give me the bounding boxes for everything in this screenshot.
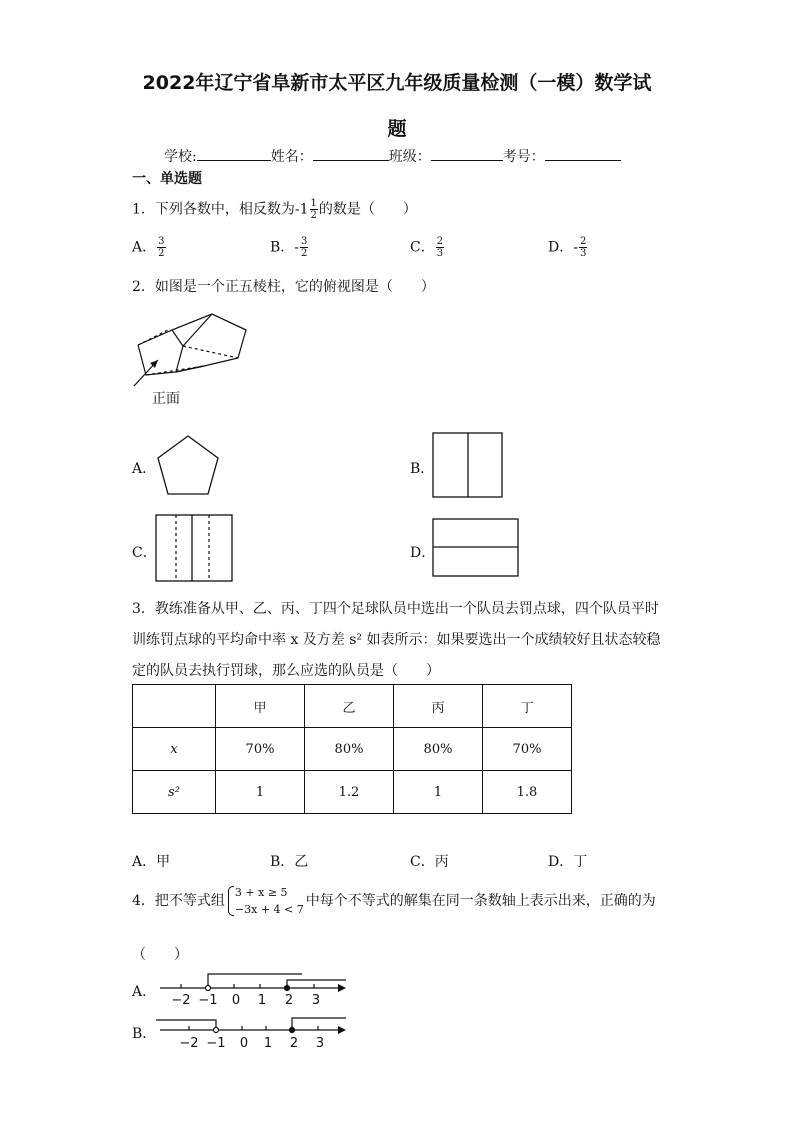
inequality-1: 3 + x ≥ 5 xyxy=(234,886,288,899)
table-cell: s² xyxy=(133,771,216,814)
tick-label: 2 xyxy=(289,1036,299,1051)
tick-label: 2 xyxy=(284,993,294,1008)
table-cell: 乙 xyxy=(305,685,394,728)
tick-label: −1 xyxy=(206,1036,226,1051)
q3-option-b[interactable]: B．乙 xyxy=(270,854,309,870)
exam-no-blank[interactable] xyxy=(545,148,621,161)
data-table xyxy=(132,684,572,814)
tick-label: 3 xyxy=(311,993,321,1008)
question-1-text: 1．下列各数中，相反数为-1 xyxy=(132,201,309,218)
q2-option-d-rectangle[interactable] xyxy=(432,518,520,580)
table-cell: 70% xyxy=(483,728,572,771)
q4-option-a-label[interactable]: A． xyxy=(132,984,157,1000)
tick-label: 0 xyxy=(231,993,241,1008)
tick-label: −1 xyxy=(198,993,218,1008)
q3-option-d[interactable]: D．丁 xyxy=(548,854,588,870)
q3-option-a[interactable]: A．甲 xyxy=(132,854,171,870)
q2-option-b-label[interactable]: B． xyxy=(410,461,435,477)
q2-option-d-label[interactable]: D． xyxy=(410,545,436,561)
front-label: 正面 xyxy=(152,391,180,407)
class-blank[interactable] xyxy=(431,148,503,161)
table-row xyxy=(133,771,572,814)
table-cell: 1 xyxy=(394,771,483,814)
table-cell: 1 xyxy=(216,771,305,814)
q1-option-d[interactable]: D．- $\frac{2}{3}$ xyxy=(548,236,587,259)
table-row xyxy=(133,728,572,771)
fraction: $\frac{1}{2}$ xyxy=(310,198,317,221)
question-3-line3: 定的队员去执行罚球，那么应选的队员是（ ） xyxy=(132,663,440,679)
question-4 xyxy=(132,884,656,918)
pentagonal-prism-figure xyxy=(128,300,258,390)
q2-option-c-rectangle[interactable] xyxy=(154,514,234,584)
section-heading: 一、单选题 xyxy=(132,171,202,187)
table-cell: 1.8 xyxy=(483,771,572,814)
tick-label: −2 xyxy=(171,993,191,1008)
q1-option-c[interactable]: C． $\frac{2}{3}$ xyxy=(410,236,444,259)
table-cell: 80% xyxy=(305,728,394,771)
question-3-line1: 3．教练准备从甲、乙、丙、丁四个足球队员中选出一个队员去罚点球，四个队员平时 xyxy=(132,601,659,617)
name-blank[interactable] xyxy=(313,148,389,161)
q2-option-a-pentagon[interactable] xyxy=(154,432,224,498)
question-1 xyxy=(132,198,417,221)
q1-option-b[interactable]: B．- $\frac{3}{2}$ xyxy=(270,236,308,259)
q3-option-c[interactable]: C．丙 xyxy=(410,854,449,870)
q2-option-a-label[interactable]: A． xyxy=(132,461,157,477)
question-1-text-end: 的数是（ ） xyxy=(318,201,417,218)
page-title: 2022年辽宁省阜新市太平区九年级质量检测（一模）数学试 xyxy=(142,72,652,94)
class-label: 班级： xyxy=(388,149,431,165)
table-cell: 70% xyxy=(216,728,305,771)
table-cell: 甲 xyxy=(216,685,305,728)
arrow-head-icon xyxy=(338,984,346,992)
tick-label: −2 xyxy=(179,1036,199,1051)
q4-option-b-number-line[interactable] xyxy=(156,1010,350,1054)
question-3-line2: 训练罚点球的平均命中率 x 及方差 s² 如表所示：如果要选出一个成绩较好且状态较稳 xyxy=(132,632,661,648)
table-cell: 1.2 xyxy=(305,771,394,814)
table-header-row xyxy=(133,685,572,728)
fraction: $\frac{2}{3}$ xyxy=(579,236,587,259)
tick-label: 1 xyxy=(257,993,267,1008)
fraction: $\frac{3}{2}$ xyxy=(158,236,165,259)
q2-option-b-rectangle[interactable] xyxy=(432,432,504,500)
tick-label: 1 xyxy=(263,1036,273,1051)
table-cell: 丙 xyxy=(394,685,483,728)
question-4-text: 4．把不等式组 xyxy=(132,893,225,909)
q2-option-c-label[interactable]: C． xyxy=(132,545,157,561)
exam-no-label: 考号： xyxy=(502,149,545,165)
question-2: 2．如图是一个正五棱柱，它的俯视图是（ ） xyxy=(132,279,435,295)
tick-label: 0 xyxy=(239,1036,249,1051)
question-4-paren: （ ） xyxy=(132,947,188,963)
table-cell xyxy=(133,685,216,728)
q1-option-a[interactable]: A． $\frac{3}{2}$ xyxy=(132,236,165,259)
student-info-line xyxy=(164,146,621,166)
school-blank[interactable] xyxy=(197,148,271,161)
table-cell: x xyxy=(133,728,216,771)
q4-option-b-label[interactable]: B． xyxy=(132,1026,157,1042)
name-label: 姓名： xyxy=(270,149,313,165)
table-cell: 丁 xyxy=(483,685,572,728)
school-label: 学校: xyxy=(164,149,197,165)
tick-label: 3 xyxy=(315,1036,325,1051)
arrow-head-icon xyxy=(338,1026,346,1034)
inequality-system xyxy=(227,884,304,918)
question-4-text-end: 中每个不等式的解集在同一条数轴上表示出来，正确的为 xyxy=(305,893,656,909)
fraction: $\frac{3}{2}$ xyxy=(301,236,308,259)
page-title-continued: 题 xyxy=(387,118,407,140)
table-cell: 80% xyxy=(394,728,483,771)
inequality-2: −3x + 4 < 7 xyxy=(234,903,304,916)
q4-option-a-number-line[interactable] xyxy=(156,966,350,1010)
fraction: $\frac{2}{3}$ xyxy=(436,236,444,259)
